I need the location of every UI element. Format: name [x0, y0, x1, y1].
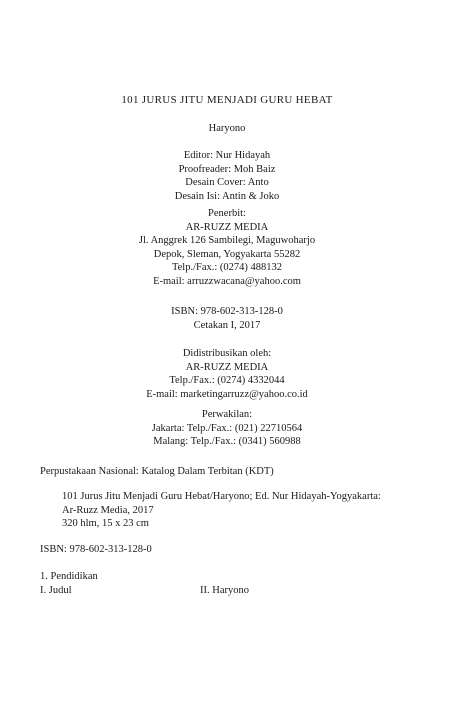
- representative-jakarta: Jakarta: Telp./Fax.: (021) 22710564: [151, 422, 303, 434]
- distribution-email: E-mail: marketingarruzz@yahoo.co.id: [146, 388, 308, 400]
- catalog-description: [62, 490, 422, 531]
- distribution-label: Didistribusikan oleh:: [182, 348, 272, 359]
- publisher-name: AR-RUZZ MEDIA: [185, 221, 269, 233]
- catalog-heading: Perpustakaan Nasional: Katalog Dalam Terbitan (KDT): [40, 466, 274, 477]
- subject-author: II. Haryono: [200, 584, 249, 596]
- catalog-line-publisher: Ar-Ruzz Media, 2017: [62, 504, 154, 516]
- representative-malang: Malang: Telp./Fax.: (0341) 560988: [153, 436, 301, 447]
- publisher-block: [0, 207, 454, 288]
- publisher-city: Depok, Sleman, Yogyakarta 55282: [153, 248, 301, 260]
- credit-cover-design: Desain Cover: Anto: [185, 177, 269, 188]
- book-title: 101 JURUS JITU MENJADI GURU HEBAT: [121, 94, 333, 106]
- distribution-name: AR-RUZZ MEDIA: [185, 361, 269, 373]
- credit-proofreader: Proofreader: Moh Baiz: [178, 163, 276, 175]
- isbn-block: [0, 305, 454, 332]
- publisher-email: E-mail: arruzzwacana@yahoo.com: [153, 275, 301, 287]
- subject-title: I. Judul: [40, 584, 72, 596]
- author-name: Haryono: [208, 123, 246, 134]
- catalog-subjects: [40, 570, 420, 597]
- isbn-number: ISBN: 978-602-313-128-0: [171, 306, 283, 317]
- catalog-line-pages: 320 hlm, 15 x 23 cm: [62, 518, 149, 529]
- catalog-isbn: ISBN: 978-602-313-128-0: [40, 544, 152, 555]
- credits-block: [0, 149, 454, 203]
- distribution-block: [0, 347, 454, 401]
- print-edition: Cetakan I, 2017: [193, 319, 261, 331]
- distribution-phone: Telp./Fax.: (0274) 4332044: [169, 375, 285, 386]
- publisher-address: Jl. Anggrek 126 Sambilegi, Maguwoharjo: [138, 235, 316, 246]
- credit-editor: Editor: Nur Hidayah: [183, 150, 271, 161]
- publisher-phone: Telp./Fax.: (0274) 488132: [171, 262, 283, 273]
- catalog-line-title: 101 Jurus Jitu Menjadi Guru Hebat/Haryono; Ed. Nur Hidayah-Yogyakarta:: [62, 491, 381, 502]
- credit-interior-design: Desain Isi: Antin & Joko: [174, 190, 280, 202]
- publisher-label: Penerbit:: [208, 208, 246, 219]
- subject-row: [40, 584, 420, 598]
- subject-education: 1. Pendidikan: [40, 571, 98, 582]
- representatives-label: Perwakilan:: [201, 409, 253, 420]
- representatives-block: [0, 408, 454, 449]
